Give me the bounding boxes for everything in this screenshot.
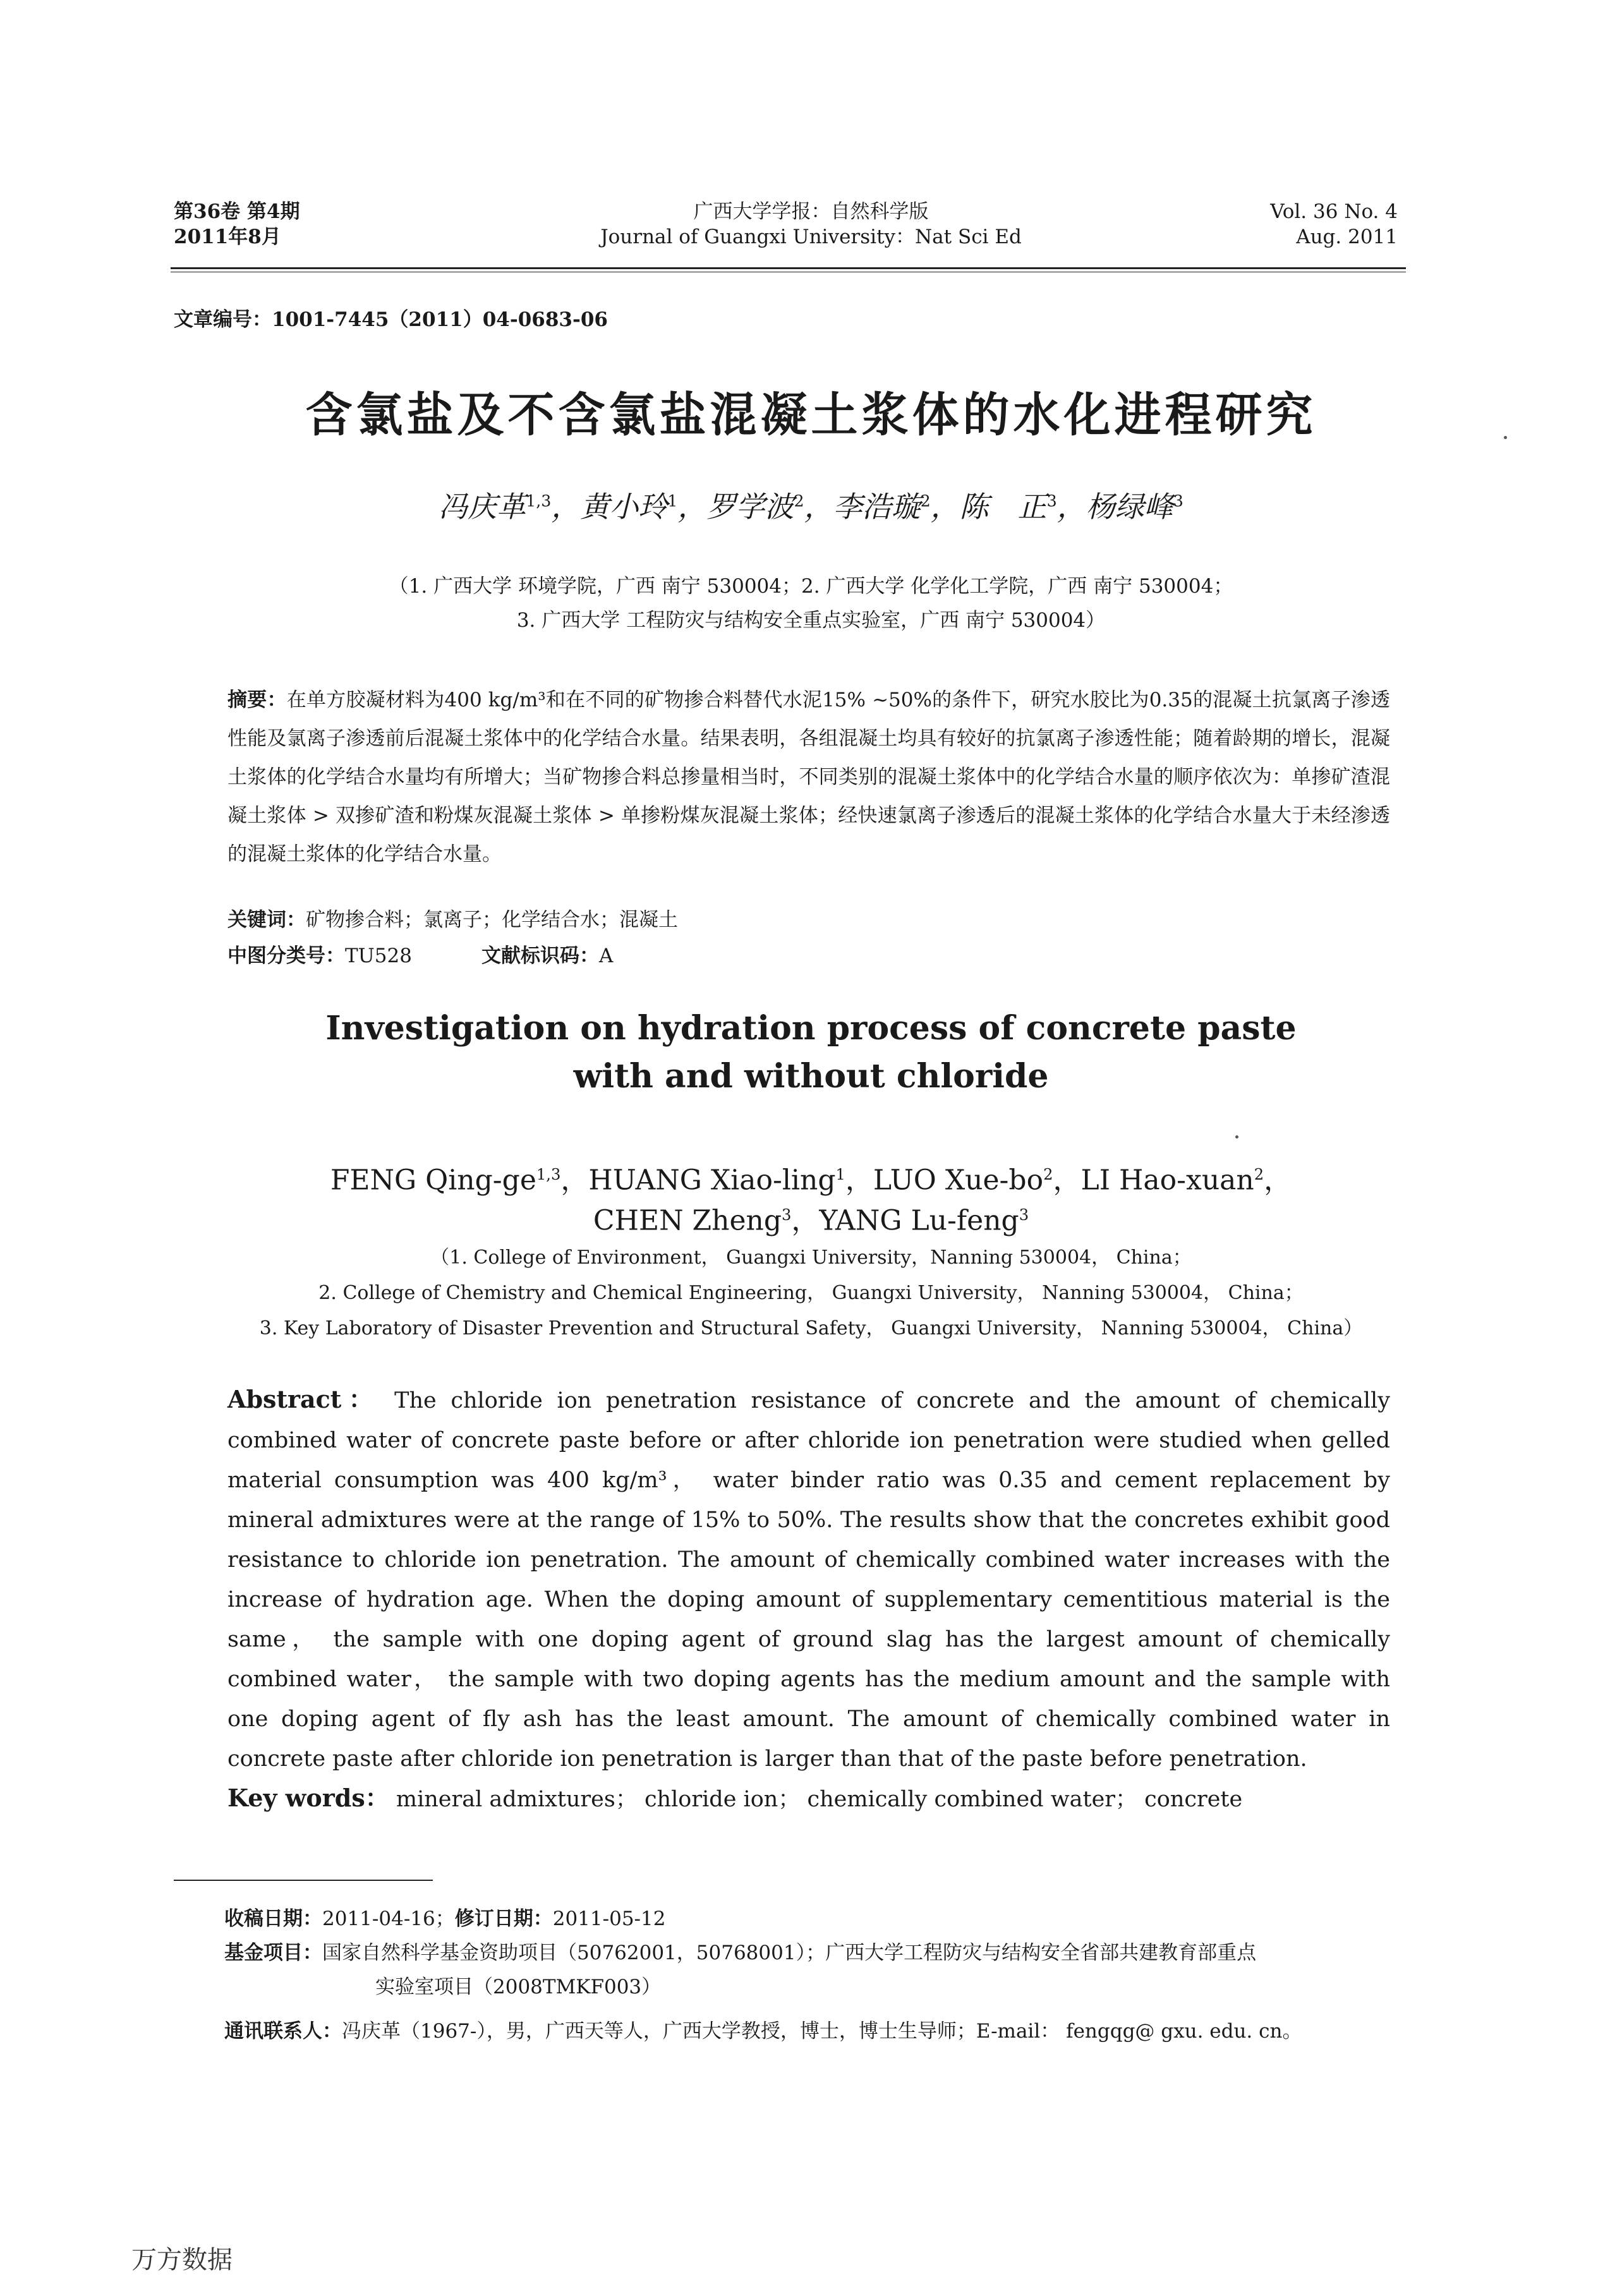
- footnote-fund: [224, 1936, 1412, 1970]
- author-sep: ，: [560, 1164, 589, 1197]
- author-sep: ，: [1264, 1164, 1292, 1197]
- author-sep: ，: [551, 490, 581, 524]
- contact-label: 通讯联系人：: [224, 2020, 342, 2043]
- doc-code-value: A: [598, 945, 614, 967]
- issue-date-cn: 2011年8月: [174, 226, 281, 248]
- received-label: 收稿日期：: [224, 1907, 322, 1930]
- keywords-en-label: Key words：: [227, 1784, 389, 1812]
- title-en-line: with and without chloride: [573, 1057, 1049, 1096]
- author-name: 罗学波: [706, 490, 794, 524]
- author-affil-sup: 1,3: [526, 492, 552, 511]
- author-affil-sup: 3: [1019, 1206, 1029, 1224]
- author-sep: ，: [1053, 1164, 1081, 1197]
- author-name: YANG Lu-feng: [819, 1204, 1019, 1237]
- affiliation-en: 3. Key Laboratory of Disaster Prevention and Structural Safety， Guangxi University， Nanning 530004， China）: [259, 1317, 1363, 1339]
- fund-label: 基金项目：: [224, 1942, 322, 1964]
- header-rule-thick: [171, 267, 1406, 269]
- affiliation-en: （1. College of Environment， Guangxi University，Nanning 530004， China；: [430, 1247, 1192, 1269]
- abstract-cn-label: 摘要：: [227, 689, 287, 711]
- clc-value: TU528: [345, 945, 412, 967]
- issue-date-en: Aug. 2011: [1296, 226, 1398, 248]
- abstract-cn-text: 在单方胶凝材料为400 kg/m³和在不同的矿物掺合料替代水泥15% ~50%的条件下，研究水胶比为0.35的混凝土抗氯离子渗透性能及氯离子渗透前后混凝土浆体中的化学结合水量。结果表明，各组混凝土均具有较好的抗氯离子渗透性能；随着龄期的增长，混凝土浆体的化学结合水量均有所增大；当矿物掺合料总掺量相当时，不同类别的混凝土浆体中的化学结合水量的顺序依次为：单掺矿渣混凝土浆体 > 双掺矿渣和粉煤灰混凝土浆体 > 单掺粉煤灰混凝土浆体；经快速氯离子渗透后的混凝土浆体的化学结合水量大于未经渗透的混凝土浆体的化学结合水量。: [227, 689, 1390, 866]
- author-affil-sup: 1,3: [536, 1166, 561, 1183]
- keywords-cn: [227, 903, 678, 932]
- author-name: FENG Qing-ge: [330, 1164, 536, 1197]
- authors-cn: [0, 484, 1622, 526]
- footnote-dates: [224, 1902, 665, 1936]
- author-affil-sup: 1: [667, 492, 678, 511]
- volume-issue-en: Vol. 36 No. 4: [1270, 200, 1398, 223]
- keywords-cn-text: 矿物掺合料；氯离子；化学结合水；混凝土: [306, 909, 678, 931]
- author-sep: ，: [930, 490, 960, 524]
- journal-volume-info-en: [1270, 199, 1398, 250]
- doc-code-label: 文献标识码：: [481, 945, 599, 967]
- journal-name-en: Journal of Guangxi University：Nat Sci Ed: [600, 226, 1022, 248]
- contact-text: 冯庆革（1967-），男，广西天等人，广西大学教授，博士，博士生导师；E-mail： fengqg@ gxu. edu. cn。: [342, 2020, 1302, 2043]
- affiliation-en: 2. College of Chemistry and Chemical Engineering， Guangxi University， Nanning 530004， China；: [318, 1282, 1304, 1304]
- journal-name-cn: 广西大学学报：自然科学版: [693, 200, 929, 223]
- author-name: LI Hao-xuan: [1080, 1164, 1254, 1197]
- author-sep: ，: [791, 1204, 820, 1237]
- author-sep: ，: [1056, 490, 1086, 524]
- author-sep: ，: [804, 490, 833, 524]
- watermark-text: 万方数据: [131, 2245, 233, 2275]
- footnote-rule: [174, 1880, 433, 1881]
- revised-label: 修订日期：: [454, 1907, 553, 1930]
- revised-date: 2011-05-12: [552, 1907, 666, 1930]
- fund-text: 国家自然科学基金资助项目（50762001，50768001）；广西大学工程防灾与结构安全省部共建教育部重点: [322, 1942, 1257, 1964]
- abstract-en-label: Abstract：: [227, 1385, 380, 1413]
- abstract-en: [227, 1379, 1390, 1779]
- footnote-contact: [224, 2014, 1302, 2048]
- author-affil-sup: 1: [835, 1166, 845, 1183]
- volume-issue: 第36卷 第4期: [174, 200, 300, 223]
- author-name: HUANG Xiao-ling: [588, 1164, 836, 1197]
- footnote-fund-cont: 实验室项目（2008TMKF003）: [375, 1976, 662, 1998]
- scan-speck: [1504, 436, 1507, 439]
- author-affil-sup: 3: [1046, 492, 1057, 511]
- author-affil-sup: 2: [920, 492, 931, 511]
- received-date: 2011-04-16；: [322, 1907, 455, 1930]
- author-name: 陈 正: [959, 490, 1047, 524]
- author-name: 冯庆革: [439, 490, 526, 524]
- author-affil-sup: 3: [1173, 492, 1183, 511]
- keywords-cn-label: 关键词：: [227, 909, 306, 931]
- author-affil-sup: 2: [794, 492, 804, 511]
- author-name: 杨绿峰: [1086, 490, 1173, 524]
- scan-speck: [1235, 1135, 1238, 1139]
- author-affil-sup: 2: [1254, 1166, 1264, 1183]
- author-sep: ，: [677, 490, 707, 524]
- authors-en-cont: [0, 1194, 1622, 1242]
- keywords-en: [227, 1779, 1242, 1813]
- affiliation-cn: （1. 广西大学 环境学院，广西 南宁 530004；2. 广西大学 化学化工学院，广西 南宁 530004；: [389, 575, 1233, 598]
- classification-cn: [227, 940, 613, 968]
- author-name: 黄小玲: [580, 490, 668, 524]
- author-name: 李浩璇: [833, 490, 921, 524]
- author-name: LUO Xue-bo: [873, 1164, 1044, 1197]
- clc-label: 中图分类号：: [227, 945, 345, 967]
- affiliation-cn: 3. 广西大学 工程防灾与结构安全重点实验室，广西 南宁 530004）: [516, 609, 1106, 632]
- author-affil-sup: 3: [782, 1206, 792, 1224]
- title-en-line: Investigation on hydration process of concrete paste: [325, 1009, 1297, 1048]
- article-number: 文章编号：1001-7445（2011）04-0683-06: [174, 308, 608, 331]
- abstract-en-text: The chloride ion penetration resistance of concrete and the amount of chemically combined water of concrete paste before or after chloride ion penetration were studied when gelled material consumption was 400 kg/m³， water binder ratio was 0.35 and cement replacement by mineral admixtures were at the range of 15% to 50%. The results show that the concretes exhibit good resistance to chloride ion penetration. The amount of chemically combined water increases with the increase of hydration age. When the doping amount of supplementary cementitious material is the same， the sample with one doping agent of ground slag has the largest amount of chemically combined water， the sample with two doping agents has the medium amount and the sample with one doping agent of fly ash has the least amount. The amount of chemically combined water in concrete paste after chloride ion penetration is larger than that of the paste before penetration.: [227, 1388, 1390, 1772]
- keywords-en-text: mineral admixtures； chloride ion； chemically combined water； concrete: [396, 1787, 1243, 1812]
- abstract-cn: [227, 681, 1390, 874]
- author-name: CHEN Zheng: [593, 1204, 782, 1237]
- author-affil-sup: 2: [1043, 1166, 1053, 1183]
- author-sep: ，: [845, 1164, 873, 1197]
- title-cn: 含氯盐及不含氯盐混凝土浆体的水化进程研究: [305, 388, 1317, 442]
- title-en: [0, 1005, 1622, 1101]
